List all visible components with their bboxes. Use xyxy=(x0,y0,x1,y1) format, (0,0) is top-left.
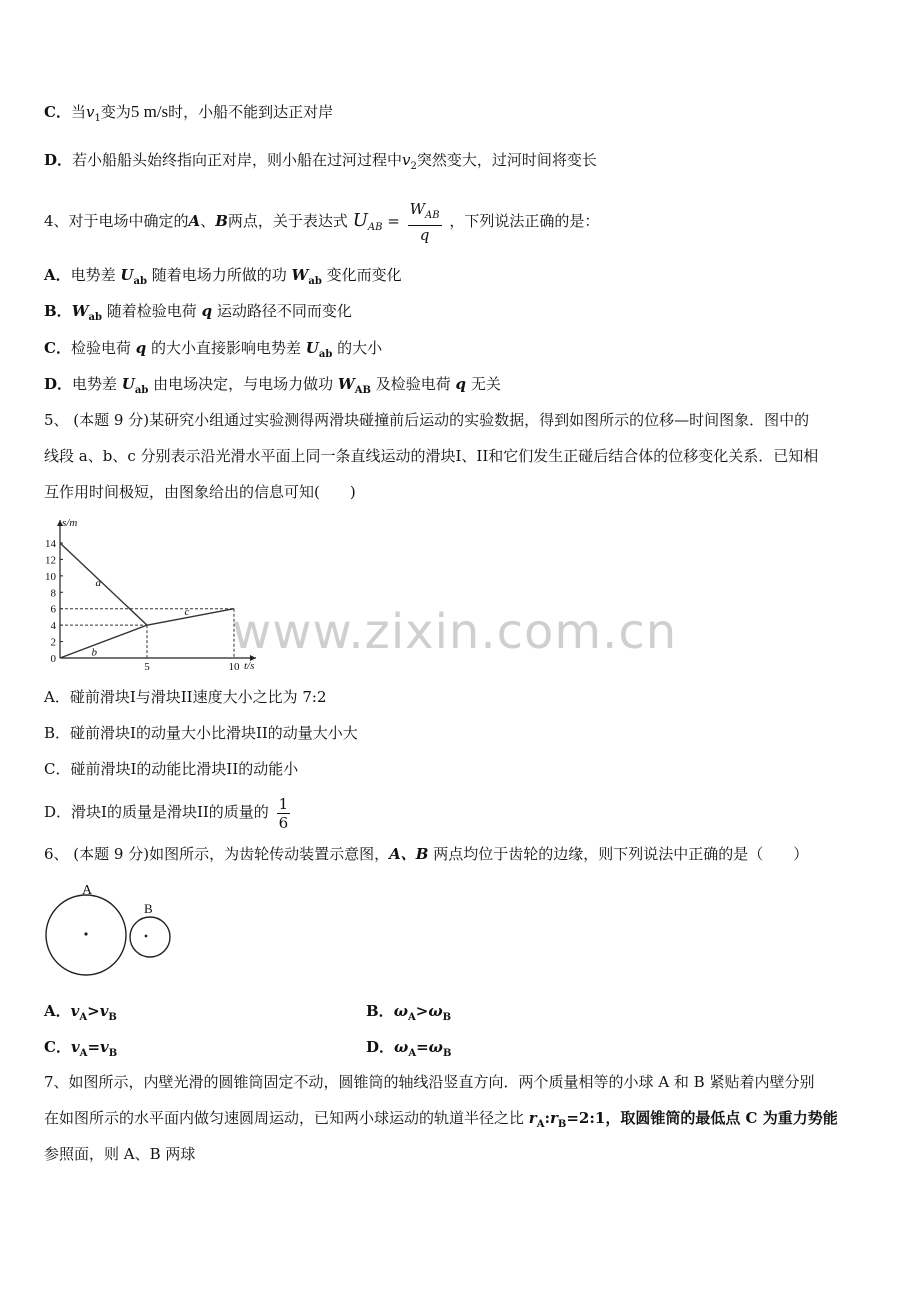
chart-series-label-b: b xyxy=(91,646,97,659)
chart-y-tick-label: 10 xyxy=(45,570,56,583)
gear-b-circle xyxy=(130,917,170,957)
gear-diagram xyxy=(40,876,180,988)
q3-option-c: C．当$v_1$变为5 m/s时，小船不能到达正对岸 xyxy=(44,102,334,124)
gear-b-label: B xyxy=(144,901,153,916)
chart-series-line-a xyxy=(60,543,147,625)
chart-y-axis-label: s/m xyxy=(62,517,78,529)
gear-a-center xyxy=(84,932,87,935)
chart-series-line-b xyxy=(60,625,147,658)
q5-option-b: B．碰前滑块I的动量大小比滑块II的动量大小大 xyxy=(44,724,358,742)
q4-option-d: D．电势差 $U_{ab}$ 由电场决定，与电场力做功 $W_{AB}$ 及检验电荷 q 无关 xyxy=(44,375,501,396)
q4-formula-fraction: $\frac{W_{AB}}{q}$ xyxy=(409,200,440,244)
chart-x-axis-label: t/s xyxy=(244,660,255,672)
q6-option-d: D．$\omega_A=\omega_B$ xyxy=(366,1038,452,1059)
chart-y-tick-label: 2 xyxy=(50,636,56,649)
q5-stem-line1: 5、 (本题 9 分)某研究小组通过实验测得两滑块碰撞前后运动的实验数据，得到如图所示的位移—时间图象．图中的 xyxy=(44,411,810,429)
chart-x-tick-label: 5 xyxy=(144,661,150,673)
gear-b-center xyxy=(145,935,148,938)
chart-series-label-a: a xyxy=(95,577,101,590)
q7-stem-line3: 参照面，则 A、B 两球 xyxy=(44,1145,196,1163)
q6-option-a: A．$v_A>v_B$ xyxy=(44,1002,117,1023)
q5-stem-line2: 线段 a、b、c 分别表示沿光滑水平面上同一条直线运动的滑块I、II和它们发生正碰后结合体的位移变化关系．已知相 xyxy=(44,447,819,465)
q4-option-b: B．$W_{ab}$ 随着检验电荷 q 运动路径不同而变化 xyxy=(44,302,352,323)
chart-y-tick-label: 12 xyxy=(45,554,56,567)
q5-stem-line3: 互作用时间极短，由图象给出的信息可知( ) xyxy=(44,483,356,501)
chart-y-tick-label: 14 xyxy=(45,538,56,550)
chart-y-tick-label: 0 xyxy=(50,653,56,665)
q5-option-d: D．滑块I的质量是滑块II的质量的 $\frac{1}{6}$ xyxy=(44,794,289,832)
chart-y-tick-label: 8 xyxy=(50,587,56,600)
q6-stem: 6、 (本题 9 分)如图所示，为齿轮传动装置示意图，A、B 两点均位于齿轮的边缘，则下列说法中正确的是（ ） xyxy=(44,845,809,863)
q5-option-c: C．碰前滑块I的动能比滑块II的动能小 xyxy=(44,760,299,778)
q7-stem-line1: 7、如图所示，内壁光滑的圆锥筒固定不动，圆锥筒的轴线沿竖直方向．两个质量相等的小球 A 和 B 紧贴着内壁分别 xyxy=(44,1073,815,1091)
chart-series-label-c: c xyxy=(184,605,190,618)
q7-stem-line2: 在如图所示的水平面内做匀速圆周运动，已知两小球运动的轨道半径之比 $r_A:r_B=2:1$，取圆锥筒的最低点 C 为重力势能 xyxy=(44,1109,838,1130)
q6-option-b: B．$\omega_A>\omega_B$ xyxy=(366,1002,452,1023)
chart-x-tick-label: 10 xyxy=(228,661,240,673)
chart-series-line-c xyxy=(147,609,234,625)
q3-option-d: D．若小船船头始终指向正对岸，则小船在过河过程中$v_2$突然变大，过河时间将变长 xyxy=(44,151,597,172)
q4-option-c: C．检验电荷 q 的大小直接影响电势差 $U_{ab}$ 的大小 xyxy=(44,339,383,360)
q4-option-a: A．电势差 $U_{ab}$ 随着电场力所做的功 $W_{ab}$ 变化而变化 xyxy=(44,266,402,287)
q4-formula: $U_{AB}$ = $\frac{W_{AB}}{q}$ xyxy=(352,200,440,244)
gear-a-label: A xyxy=(82,883,93,898)
chart-y-tick-label: 6 xyxy=(50,603,56,616)
chart-y-tick-label: 4 xyxy=(50,620,56,633)
q5-option-d-fraction: $\frac{1}{6}$ xyxy=(278,794,289,832)
q6-option-c: C．$v_A=v_B$ xyxy=(44,1038,118,1059)
q5-option-a: A．碰前滑块I与滑块II速度大小之比为 7:2 xyxy=(44,688,327,706)
q4-stem: 4、对于电场中确定的A、B两点，关于表达式 $U_{AB}$ = $\frac{W_{AB}}{q}$ ，下列说法正确的是： xyxy=(44,200,600,244)
watermark: www.zixin.com.cn xyxy=(232,604,678,660)
